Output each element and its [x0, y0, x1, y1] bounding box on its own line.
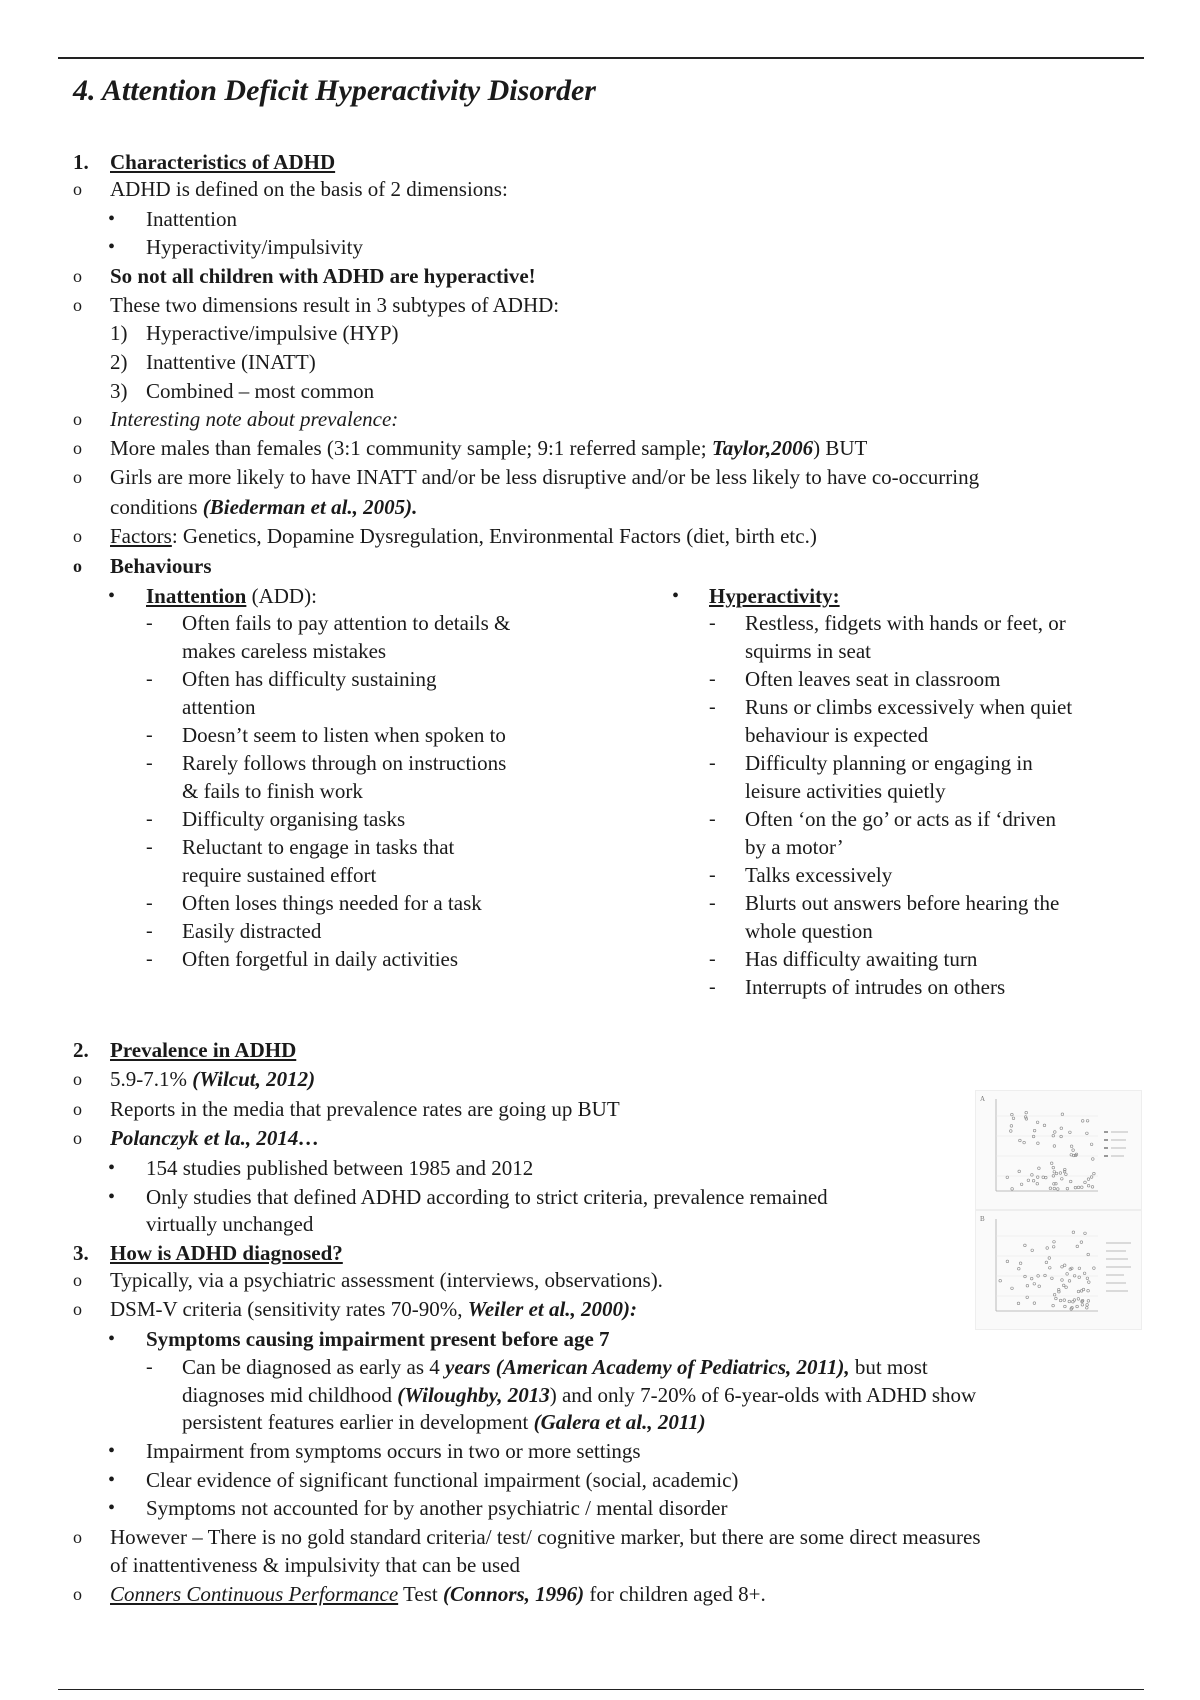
strict-criteria-line-1: Only studies that defined ADHD according to strict criteria, prevalence remained [146, 1185, 828, 1209]
psychiatric-assessment-line: Typically, via a psychiatric assessment (interviews, observations). [110, 1268, 663, 1292]
subtype-item: Inattentive (INATT) [146, 350, 316, 374]
scatter-point [1072, 1300, 1075, 1303]
circle-bullet: o [73, 1299, 82, 1319]
scatter-point [999, 1279, 1002, 1282]
scatter-point [1086, 1277, 1089, 1280]
dash-marker: - [146, 612, 153, 634]
scatter-point [1049, 1267, 1052, 1270]
scatter-point [1086, 1120, 1089, 1123]
section-3-heading: How is ADHD diagnosed? [110, 1241, 343, 1265]
inatt-line: & fails to finish work [182, 779, 363, 803]
inatt-line: Easily distracted [182, 919, 322, 943]
scatter-point [1030, 1277, 1033, 1280]
scatter-point [1072, 1149, 1075, 1152]
diagnosis-age-line-2: diagnoses mid childhood (Wiloughby, 2013) and only 7-20% of 6-year-olds with ADHD show [182, 1383, 977, 1407]
bottom-rule [58, 1689, 1144, 1690]
scatter-point [1084, 1181, 1087, 1184]
media-reports-line: Reports in the media that prevalence rates are going up BUT [110, 1097, 620, 1121]
inatt-line: Rarely follows through on instructions [182, 751, 507, 775]
hyperactive-note: So not all children with ADHD are hyperactive! [110, 264, 536, 288]
scatter-point [1076, 1305, 1079, 1308]
scatter-point [1010, 1130, 1013, 1133]
dash-marker: - [146, 920, 153, 942]
dash-marker: - [709, 864, 716, 886]
panel-label-a: A [980, 1095, 986, 1103]
bullet: • [108, 1186, 116, 1208]
top-rule [58, 57, 1144, 59]
subtype-number: 2) [110, 350, 128, 374]
dash-marker: - [146, 948, 153, 970]
hyperactivity-heading: Hyperactivity: [709, 584, 840, 608]
criterion-age: Symptoms causing impairment present before age 7 [146, 1327, 610, 1351]
scatter-point [1011, 1113, 1014, 1116]
scatter-point [1086, 1132, 1089, 1135]
hyper-line: Often ‘on the go’ or acts as if ‘driven [745, 807, 1057, 831]
scatter-point [1070, 1145, 1073, 1148]
bullet: • [108, 1328, 116, 1350]
inatt-line: makes careless mistakes [182, 639, 387, 663]
scatter-point [1061, 1266, 1064, 1269]
dash-marker: - [709, 948, 716, 970]
scatter-point [1032, 1135, 1035, 1138]
polanczyk-citation: Polanczyk et la., 2014… [110, 1126, 320, 1150]
scatter-point [1086, 1304, 1089, 1307]
dash-marker: - [709, 752, 716, 774]
hyper-line: Talks excessively [745, 863, 893, 887]
inatt-line: Often loses things needed for a task [182, 891, 482, 915]
scatter-point [1036, 1182, 1039, 1185]
dash-marker: - [709, 976, 716, 998]
dash-marker: - [146, 1356, 153, 1378]
scatter-point [1081, 1120, 1084, 1123]
scatter-point [1077, 1186, 1080, 1189]
inatt-line: Difficulty organising tasks [182, 807, 406, 831]
scatter-point [1093, 1267, 1096, 1270]
scatter-point [1064, 1305, 1067, 1308]
scatter-point [1061, 1279, 1064, 1282]
studies-count-line: 154 studies published between 1985 and 2012 [146, 1156, 534, 1180]
scatter-point [1053, 1145, 1056, 1148]
no-gold-standard-line-1: However – There is no gold standard criteria/ test/ cognitive marker, but there are some direct measures [110, 1525, 981, 1549]
dash-marker: - [146, 892, 153, 914]
scatter-point [1032, 1179, 1035, 1182]
scatter-point [1066, 1273, 1069, 1276]
scatter-point [1031, 1249, 1034, 1252]
scatter-point [1018, 1170, 1021, 1173]
scatter-point [1053, 1187, 1056, 1190]
dash-marker: - [709, 612, 716, 634]
scatter-point [1053, 1241, 1056, 1244]
scatter-point [1062, 1284, 1065, 1287]
scatter-point [1055, 1172, 1058, 1175]
subtype-item: Hyperactive/impulsive (HYP) [146, 321, 399, 345]
scatter-plot-b [976, 1211, 1141, 1329]
circle-bullet: o [73, 1270, 82, 1290]
scatter-point [1052, 1134, 1055, 1137]
scatter-point [1063, 1299, 1066, 1302]
scatter-point [1053, 1293, 1056, 1296]
no-gold-standard-line-2: of inattentiveness & impulsivity that can be used [110, 1553, 521, 1577]
scatter-point [1078, 1267, 1081, 1270]
bullet: • [108, 1440, 116, 1462]
scatter-point [1059, 1172, 1062, 1175]
circle-bullet: o [73, 1069, 82, 1089]
hyper-line: by a motor’ [745, 835, 844, 859]
scatter-point [1010, 1125, 1013, 1128]
scatter-point [1091, 1186, 1094, 1189]
hyper-line: squirms in seat [745, 639, 871, 663]
inatt-line: attention [182, 695, 256, 719]
scatter-point [1033, 1129, 1036, 1132]
hyper-line: behaviour is expected [745, 723, 929, 747]
hyper-line: whole question [745, 919, 873, 943]
page-title: 4. Attention Deficit Hyperactivity Disorder [73, 74, 596, 107]
scatter-point [1077, 1298, 1080, 1301]
scatter-point [1025, 1111, 1028, 1114]
hyper-line: Has difficulty awaiting turn [745, 947, 978, 971]
dash-marker: - [709, 668, 716, 690]
bullet: • [108, 1157, 116, 1179]
scatter-point [1092, 1158, 1095, 1161]
circle-bullet: o [73, 526, 82, 546]
scatter-point [1069, 1180, 1072, 1183]
panel-label-b: B [980, 1215, 985, 1223]
scatter-point [1057, 1188, 1060, 1191]
behaviours-heading: Behaviours [110, 554, 212, 578]
inattention-heading: Inattention (ADD): [146, 584, 317, 608]
dimension-item: Hyperactivity/impulsivity [146, 235, 363, 259]
scatter-point [1024, 1275, 1027, 1278]
girls-line-2: conditions (Biederman et al., 2005). [110, 495, 418, 519]
scatter-point [1054, 1131, 1057, 1134]
criterion-exclusion: Symptoms not accounted for by another psychiatric / mental disorder [146, 1496, 728, 1520]
scatter-point [1037, 1142, 1040, 1145]
bullet: • [108, 236, 116, 258]
scatter-point [1081, 1304, 1084, 1307]
scatter-point [1088, 1281, 1091, 1284]
scatter-point [1052, 1166, 1055, 1169]
gender-ratio-line: More males than females (3:1 community sample; 9:1 referred sample; Taylor,2006) BUT [110, 436, 868, 460]
bullet: • [108, 1469, 116, 1491]
section-1-number: 1. [73, 150, 89, 174]
scatter-point [1046, 1247, 1049, 1250]
scatter-point [1087, 1178, 1090, 1181]
diagnosis-age-line-3: persistent features earlier in development (Galera et al., 2011) [182, 1410, 706, 1434]
cpt-line: Conners Continuous Performance Test (Connors, 1996) for children aged 8+. [110, 1582, 766, 1606]
scatter-point [1061, 1178, 1064, 1181]
inatt-line: Often forgetful in daily activities [182, 947, 459, 971]
scatter-point [1087, 1300, 1090, 1303]
scatter-point [1087, 1253, 1090, 1256]
scatter-point [1006, 1176, 1009, 1179]
bullet: • [672, 585, 680, 607]
subtype-number: 3) [110, 379, 128, 403]
circle-bullet: o [73, 1128, 82, 1148]
hyper-line: Difficulty planning or engaging in [745, 751, 1033, 775]
scatter-point [1044, 1274, 1047, 1277]
scatter-point [1077, 1290, 1080, 1293]
scatter-point [1066, 1187, 1069, 1190]
scatter-point [1061, 1113, 1064, 1116]
scatter-point [1024, 1244, 1027, 1247]
scatter-point [1036, 1121, 1039, 1124]
section-2-heading: Prevalence in ADHD [110, 1038, 297, 1062]
prevalence-scatter-figure-b [975, 1210, 1142, 1330]
circle-bullet: o [73, 179, 82, 199]
scatter-point [1081, 1186, 1084, 1189]
scatter-point [1019, 1262, 1022, 1265]
hyper-line: Restless, fidgets with hands or feet, or [745, 611, 1066, 635]
scatter-point [1060, 1135, 1063, 1138]
scatter-point [1087, 1184, 1090, 1187]
circle-bullet: o [73, 1099, 82, 1119]
scatter-point [1074, 1186, 1077, 1189]
scatter-point [1080, 1241, 1083, 1244]
scatter-point [1020, 1183, 1023, 1186]
inatt-line: Doesn’t seem to listen when spoken to [182, 723, 506, 747]
scatter-point [1018, 1267, 1021, 1270]
dash-marker: - [709, 808, 716, 830]
scatter-point [1017, 1302, 1020, 1305]
dsm-criteria-line: DSM-V criteria (sensitivity rates 70-90%, Weiler et al., 2000): [110, 1297, 638, 1321]
hyper-line: Runs or climbs excessively when quiet [745, 695, 1073, 719]
scatter-point [1023, 1141, 1026, 1144]
criterion-settings: Impairment from symptoms occurs in two or more settings [146, 1439, 641, 1463]
dash-marker: - [146, 668, 153, 690]
inatt-line: Often has difficulty sustaining [182, 667, 437, 691]
scatter-point [1073, 1299, 1076, 1302]
inatt-line: require sustained effort [182, 863, 377, 887]
circle-bullet: o [73, 556, 82, 576]
scatter-point [1087, 1289, 1090, 1292]
scatter-point [1038, 1167, 1041, 1170]
dash-marker: - [709, 892, 716, 914]
dimension-item: Inattention [146, 207, 237, 231]
scatter-point [1083, 1272, 1086, 1275]
circle-bullet: o [73, 1584, 82, 1604]
strict-criteria-line-2: virtually unchanged [146, 1212, 314, 1236]
inatt-line: Often fails to pay attention to details & [182, 611, 511, 635]
diagnosis-age-line-1: Can be diagnosed as early as 4 years (American Academy of Pediatrics, 2011), but most [182, 1355, 928, 1379]
inatt-line: Reluctant to engage in tasks that [182, 835, 455, 859]
prevalence-rate: 5.9-7.1% (Wilcut, 2012) [110, 1067, 316, 1091]
scatter-point [1084, 1232, 1087, 1235]
scatter-point [1090, 1143, 1093, 1146]
criterion-impairment: Clear evidence of significant functional impairment (social, academic) [146, 1468, 739, 1492]
bullet: • [108, 1497, 116, 1519]
prevalence-note: Interesting note about prevalence: [110, 407, 399, 431]
dash-marker: - [146, 752, 153, 774]
scatter-point [1033, 1283, 1036, 1286]
section-3-number: 3. [73, 1241, 89, 1265]
scatter-point [1049, 1187, 1052, 1190]
scatter-point [1012, 1117, 1015, 1120]
scatter-point [1072, 1231, 1075, 1234]
circle-bullet: o [73, 295, 82, 315]
scatter-point [1048, 1257, 1051, 1260]
subtype-item: Combined – most common [146, 379, 375, 403]
bullet: • [108, 585, 116, 607]
factors-line: Factors: Genetics, Dopamine Dysregulation, Environmental Factors (diet, birth etc.) [110, 524, 817, 548]
dimensions-intro: ADHD is defined on the basis of 2 dimensions: [110, 177, 508, 201]
circle-bullet: o [73, 1527, 82, 1547]
subtypes-intro: These two dimensions result in 3 subtypes of ADHD: [110, 293, 560, 317]
scatter-point [1068, 1300, 1071, 1303]
scatter-point [1045, 1261, 1048, 1264]
hyper-line: Interrupts of intrudes on others [745, 975, 1006, 999]
hyper-line: Often leaves seat in classroom [745, 667, 1001, 691]
scatter-point [1065, 1173, 1068, 1176]
dash-marker: - [146, 808, 153, 830]
hyper-line: leisure activities quietly [745, 779, 946, 803]
circle-bullet: o [73, 266, 82, 286]
scatter-point [1052, 1304, 1055, 1307]
dash-marker: - [709, 696, 716, 718]
prevalence-scatter-figure-a [975, 1090, 1142, 1210]
scatter-point [1093, 1172, 1096, 1175]
dash-marker: - [146, 836, 153, 858]
circle-bullet: o [73, 467, 82, 487]
scatter-point [1055, 1297, 1058, 1300]
scatter-point [1086, 1307, 1089, 1310]
girls-line-1: Girls are more likely to have INATT and/or be less disruptive and/or be less likely to have co-occurring [110, 465, 980, 489]
scatter-point [1051, 1277, 1054, 1280]
scatter-point [1052, 1246, 1055, 1249]
scatter-point [1033, 1302, 1036, 1305]
scatter-point [1026, 1284, 1029, 1287]
scatter-point [1060, 1127, 1063, 1130]
subtype-number: 1) [110, 321, 128, 345]
section-1-heading: Characteristics of ADHD [110, 150, 336, 174]
scatter-point [1011, 1287, 1014, 1290]
scatter-point [1019, 1139, 1022, 1142]
scatter-point [1068, 1280, 1071, 1283]
scatter-point [1076, 1245, 1079, 1248]
scatter-point [1065, 1286, 1068, 1289]
circle-bullet: o [73, 409, 82, 429]
scatter-point [1069, 1131, 1072, 1134]
dash-marker: - [146, 724, 153, 746]
section-2-number: 2. [73, 1038, 89, 1062]
scatter-point [1026, 1296, 1029, 1299]
scatter-plot-a [976, 1091, 1141, 1209]
scatter-point [1038, 1285, 1041, 1288]
circle-bullet: o [73, 438, 82, 458]
hyper-line: Blurts out answers before hearing the [745, 891, 1060, 915]
scatter-point [1045, 1176, 1048, 1179]
scatter-point [1006, 1260, 1009, 1263]
scatter-point [1011, 1188, 1014, 1191]
scatter-point [1059, 1299, 1062, 1302]
scatter-point [1050, 1162, 1053, 1165]
scatter-point [1027, 1179, 1030, 1182]
scatter-point [1043, 1124, 1046, 1127]
scatter-point [1063, 1264, 1066, 1267]
scatter-point [1082, 1288, 1085, 1291]
bullet: • [108, 208, 116, 230]
